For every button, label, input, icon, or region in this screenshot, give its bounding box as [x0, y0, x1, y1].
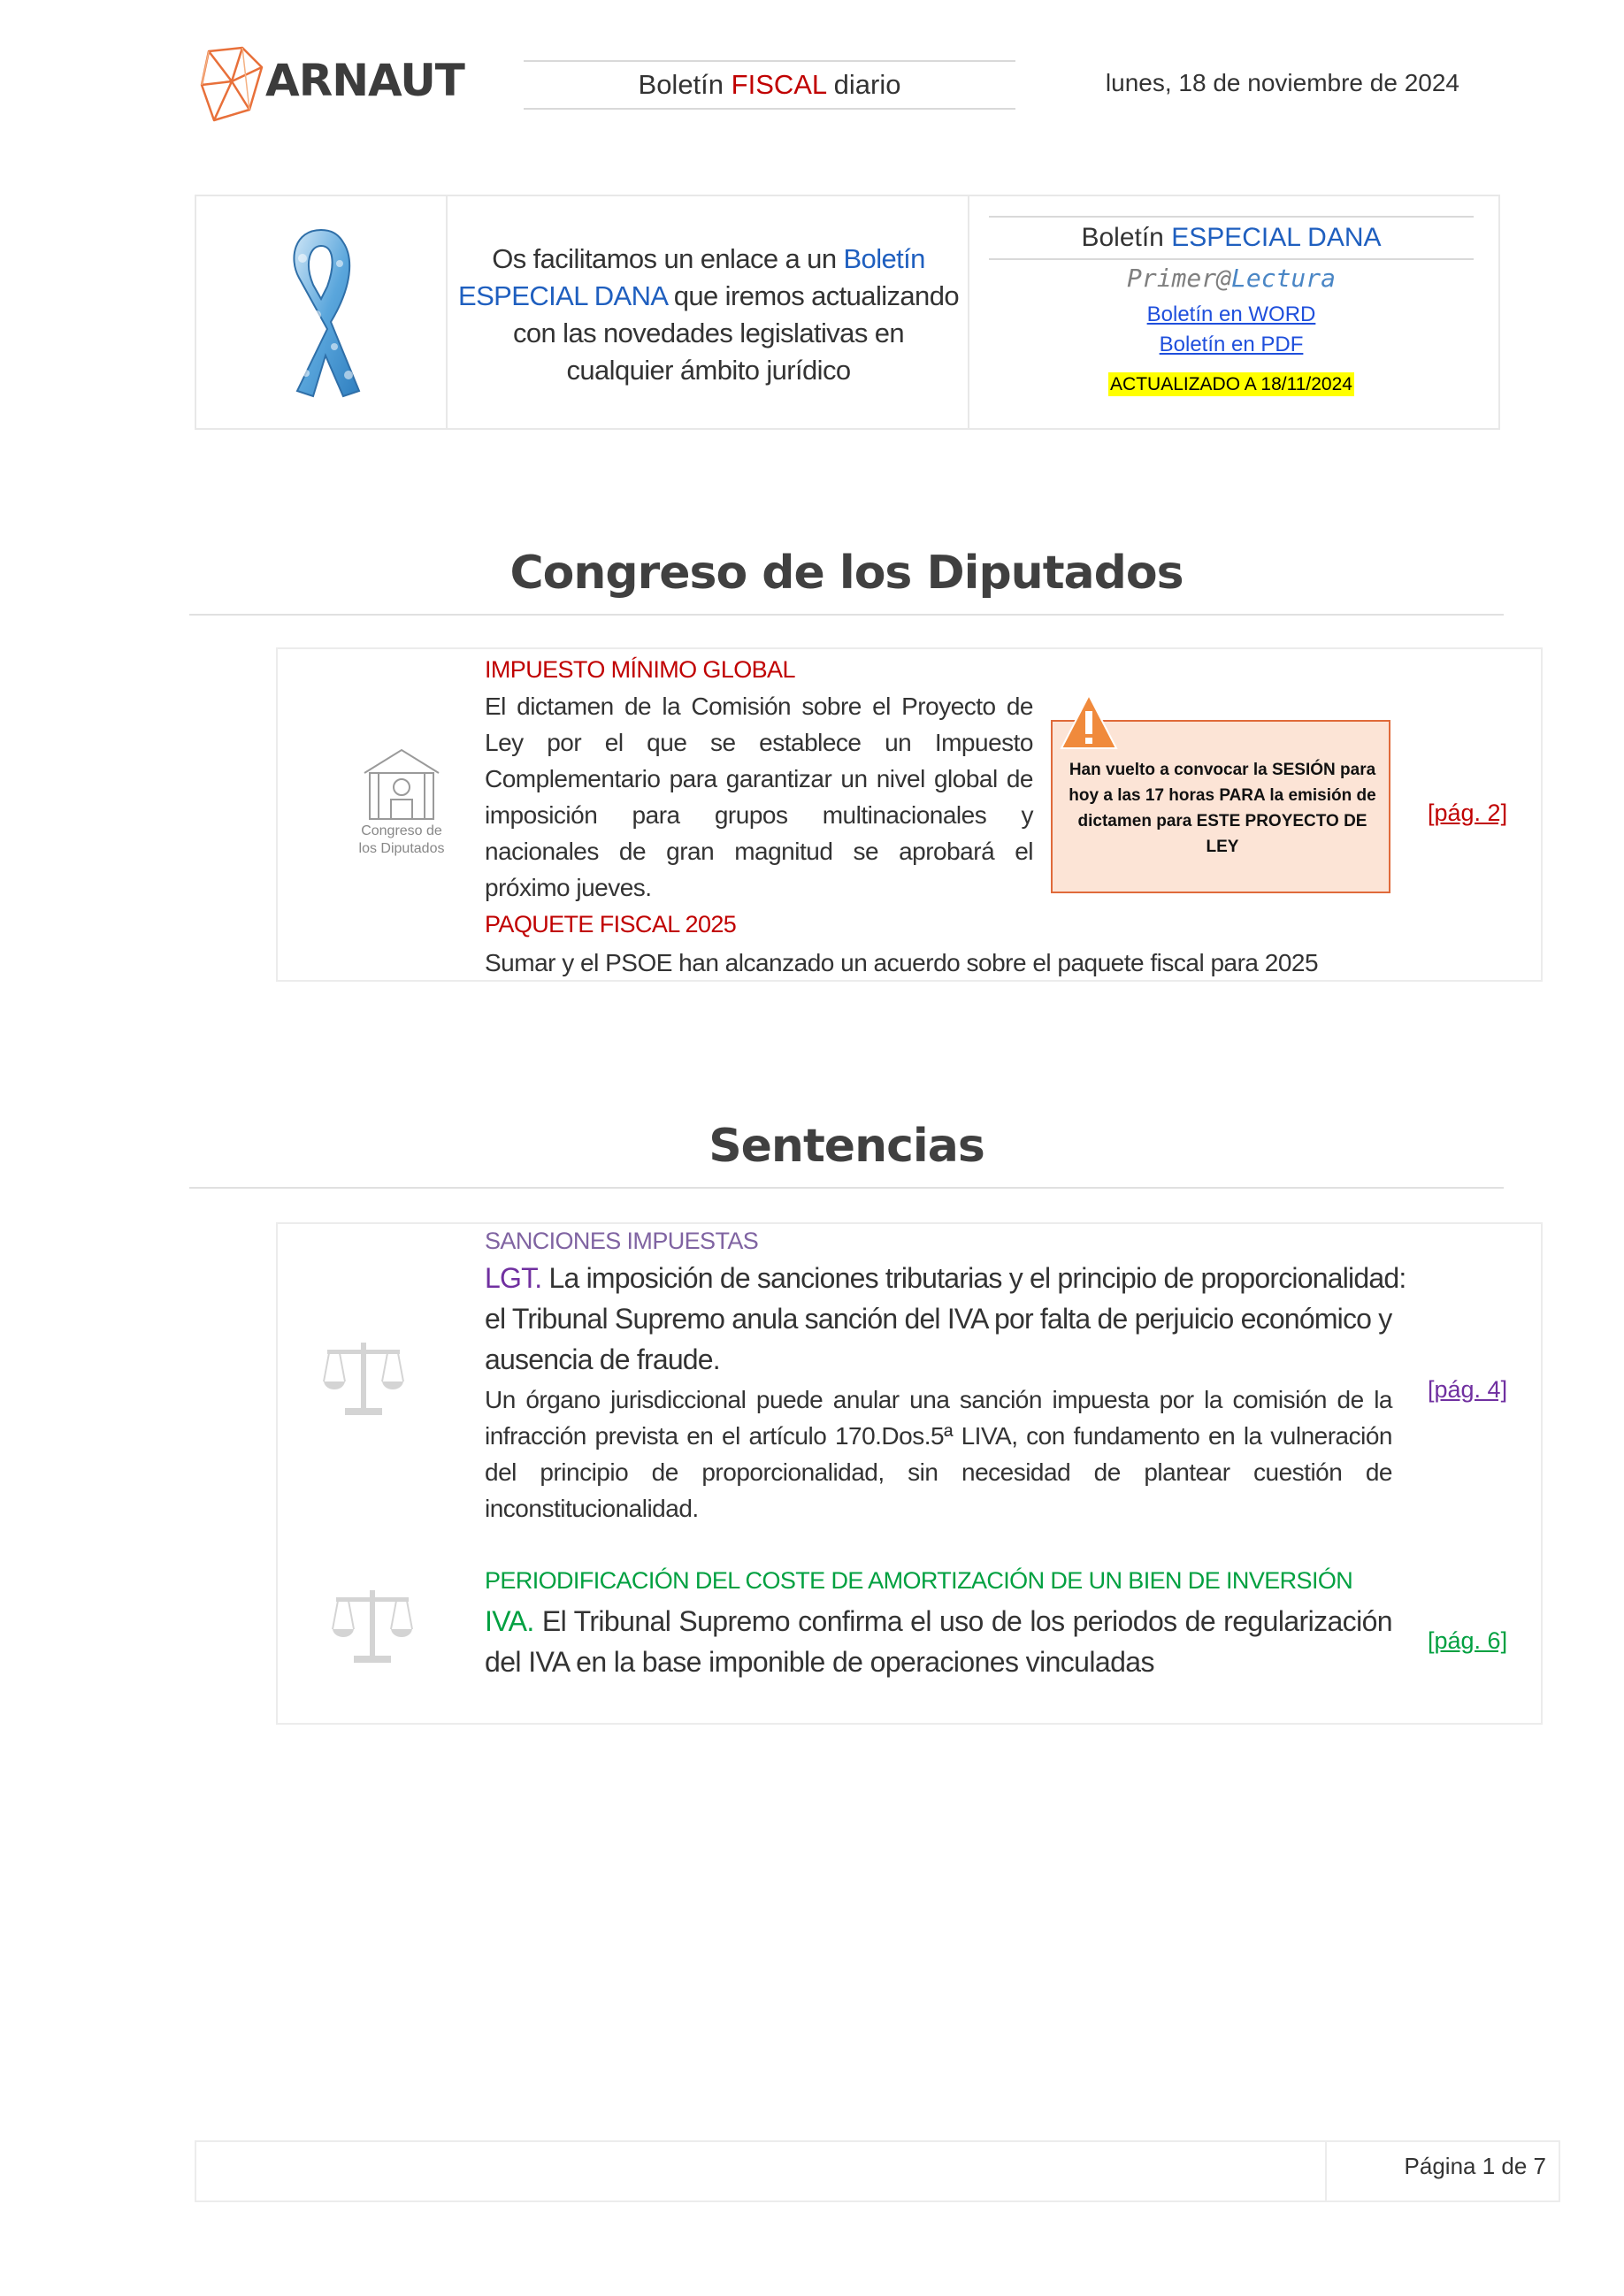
sentencia2-headline [485, 1601, 1392, 1682]
bulletin-date: lunes, 18 de noviembre de 2024 [1105, 69, 1459, 96]
scale-icon [324, 1578, 421, 1675]
congreso-item2-text: Sumar y el PSOE han alcanzado un acuerdo sobre el paquete fiscal para 2025 [485, 949, 1319, 976]
page-link-2[interactable]: [pág. 2] [1428, 800, 1508, 826]
section-title-sentencias: Sentencias [709, 1120, 984, 1173]
word-link[interactable]: Boletín en WORD [1146, 302, 1316, 326]
awareness-ribbon-icon [272, 223, 370, 400]
congreso-logo-line1: Congreso de [361, 823, 442, 838]
dana-message-part1: Os facilitamos un enlace a un [492, 243, 844, 274]
category-impuesto-minimo: IMPUESTO MÍNIMO GLOBAL [485, 656, 795, 683]
page-number: Página 1 de 7 [1404, 2153, 1546, 2179]
sentencia1-headline [485, 1258, 1422, 1380]
congreso-card [276, 647, 1543, 982]
dana-image-cell [196, 196, 448, 428]
dana-title-accent: ESPECIAL DANA [1171, 223, 1382, 252]
primer-b: Lectura [1231, 264, 1337, 293]
congreso-item1-text: El dictamen de la Comisión sobre el Proyecto de Ley por el que se establece un Impuesto Complementario para garantizar un nivel global de imposición para grupos multinacionales y nacionales de gran magnitud se aprobará el próximo jueves. [485, 693, 1033, 901]
congreso-logo-line2: los Diputados [358, 841, 445, 856]
primera-lectura [989, 264, 1474, 293]
dana-special-title [989, 216, 1474, 260]
updated-wrap [989, 374, 1474, 395]
title-accent: FISCAL [731, 69, 827, 100]
dana-message [456, 241, 961, 389]
title-post: diario [826, 69, 901, 100]
page-link-4[interactable]: [pág. 4] [1428, 1376, 1508, 1403]
category-periodificacion: PERIODIFICACIÓN DEL COSTE DE AMORTIZACIÓN DE UN BIEN DE INVERSIÓN [485, 1567, 1353, 1594]
dana-bulletin-link[interactable]: Boletín ESPECIAL DANA [458, 243, 925, 311]
warning-box [1051, 720, 1390, 893]
sentencia1-text: Un órgano jurisdiccional puede anular una sanción impuesta por la comisión de la infracción prevista en el artículo 170.Dos.5ª LIVA, con fundamento en la vulneración del principio de proporcionalidad, sin necesidad de plantear cuestión de inconstitucionalidad. [485, 1386, 1392, 1522]
section-title-congreso: Congreso de los Diputados [509, 547, 1184, 600]
dana-links [989, 300, 1474, 360]
section-divider [189, 1187, 1504, 1189]
bulletin-title [524, 60, 1015, 110]
pdf-link[interactable]: Boletín en PDF [1159, 333, 1304, 356]
sentencia1-accent: LGT. [485, 1262, 542, 1294]
sentencias-card [276, 1222, 1543, 1725]
dana-message-cell [448, 196, 969, 428]
sentencia2-accent: IVA. [485, 1605, 534, 1637]
footer-divider [1325, 2142, 1327, 2200]
updated-badge: ACTUALIZADO A 18/11/2024 [1110, 374, 1352, 394]
category-sanciones: SANCIONES IMPUESTAS [485, 1228, 759, 1254]
category-paquete-fiscal: PAQUETE FISCAL 2025 [485, 911, 737, 938]
footer [195, 2140, 1560, 2202]
warning-icon [1058, 692, 1120, 754]
dana-banner [195, 195, 1500, 430]
dana-message-part2: que iremos actualizando con las novedades legislativas en cualquier ámbito jurídico [512, 280, 959, 386]
section-divider [189, 614, 1504, 616]
sentencia1-headline-text: La imposición de sanciones tributarias y el principio de proporcionalidad: el Tribunal Supremo anula sanción del IVA por falta de perjuicio económico y ausencia de fraude. [485, 1262, 1406, 1375]
congreso-logo-text [331, 823, 472, 858]
warning-text: Han vuelto a convocar la SESIÓN para hoy a las 17 horas PARA la emisión de dictamen para ESTE PROYECTO DE LEY [1069, 761, 1376, 856]
dana-title-pre: Boletín [1081, 223, 1172, 252]
title-pre: Boletín [638, 69, 732, 100]
scale-icon [315, 1330, 412, 1427]
page-link-6[interactable]: [pág. 6] [1428, 1627, 1508, 1654]
primer-a: Primer@ [1126, 264, 1231, 293]
sentencia2-headline-text: El Tribunal Supremo confirma el uso de los periodos de regularización del IVA en la base imponible de operaciones vinculadas [485, 1605, 1392, 1678]
dana-links-cell [989, 216, 1474, 395]
logo-wordmark: ARNAUT [265, 55, 464, 106]
